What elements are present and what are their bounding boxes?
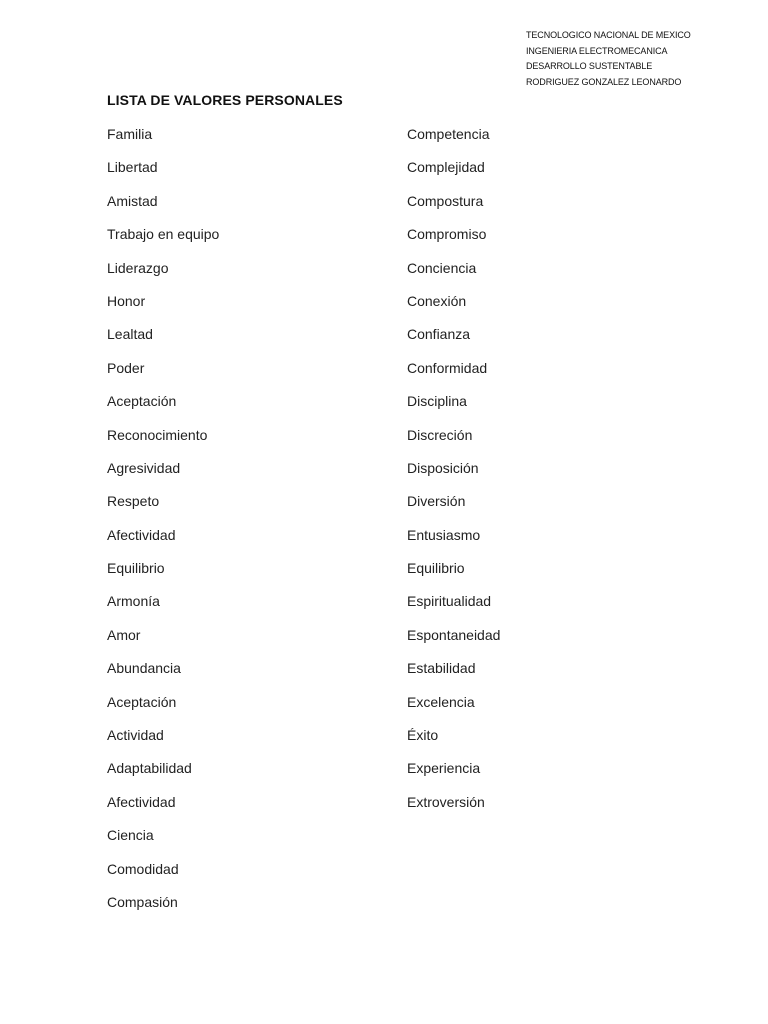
header-program: INGENIERIA ELECTROMECANICA xyxy=(526,45,668,56)
values-list-left xyxy=(107,124,219,925)
value-item: Aceptación xyxy=(107,393,177,410)
value-item: Excelencia xyxy=(407,693,475,710)
value-item: Disciplina xyxy=(407,393,467,410)
value-item: Armonía xyxy=(107,593,160,610)
value-item: Trabajo en equipo xyxy=(107,226,220,243)
value-item: Diversión xyxy=(407,493,466,510)
header-course: DESARROLLO SUSTENTABLE xyxy=(526,61,653,71)
value-item: Éxito xyxy=(407,727,439,744)
value-item: Amor xyxy=(107,626,141,643)
value-item: Conformidad xyxy=(407,359,488,376)
document-header xyxy=(526,28,762,90)
value-item: Comodidad xyxy=(107,860,179,877)
value-item: Competencia xyxy=(407,126,490,142)
value-item: Entusiasmo xyxy=(407,526,481,543)
value-item: Confianza xyxy=(407,326,471,343)
values-list-right xyxy=(407,124,500,825)
header-author: RODRIGUEZ GONZALEZ LEONARDO xyxy=(526,76,682,87)
value-item: Discreción xyxy=(407,426,473,443)
value-item: Amistad xyxy=(107,192,158,209)
value-item: Disposición xyxy=(407,459,479,476)
page-title: LISTA DE VALORES PERSONALES xyxy=(107,92,343,108)
value-item: Agresividad xyxy=(107,459,181,476)
header-institution: TECNOLOGICO NACIONAL DE MEXICO xyxy=(526,30,691,40)
value-item: Compromiso xyxy=(407,226,487,243)
value-item: Respeto xyxy=(107,493,160,510)
value-item: Adaptabilidad xyxy=(107,760,192,777)
value-item: Compasión xyxy=(107,893,178,910)
value-item: Libertad xyxy=(107,159,158,176)
value-item: Equilibrio xyxy=(407,560,465,577)
value-item: Abundancia xyxy=(107,660,181,677)
value-item: Honor xyxy=(107,292,146,309)
value-item: Conexión xyxy=(407,292,467,309)
value-item: Reconocimiento xyxy=(107,426,208,443)
value-item: Actividad xyxy=(107,727,164,744)
value-item: Equilibrio xyxy=(107,560,165,577)
value-item: Complejidad xyxy=(407,159,485,176)
value-item: Lealtad xyxy=(107,326,153,343)
value-item: Conciencia xyxy=(407,259,477,276)
value-item: Compostura xyxy=(407,192,484,209)
value-item: Extroversión xyxy=(407,793,485,810)
value-item: Aceptación xyxy=(107,693,177,710)
value-item: Ciencia xyxy=(107,827,154,844)
value-item: Afectividad xyxy=(107,526,176,543)
value-item: Familia xyxy=(107,126,153,142)
value-item: Afectividad xyxy=(107,793,176,810)
value-item: Experiencia xyxy=(407,760,481,777)
value-item: Espontaneidad xyxy=(407,626,501,643)
value-item: Espiritualidad xyxy=(407,593,492,610)
value-item: Poder xyxy=(107,359,145,376)
value-item: Estabilidad xyxy=(407,660,476,677)
value-item: Liderazgo xyxy=(107,259,169,276)
